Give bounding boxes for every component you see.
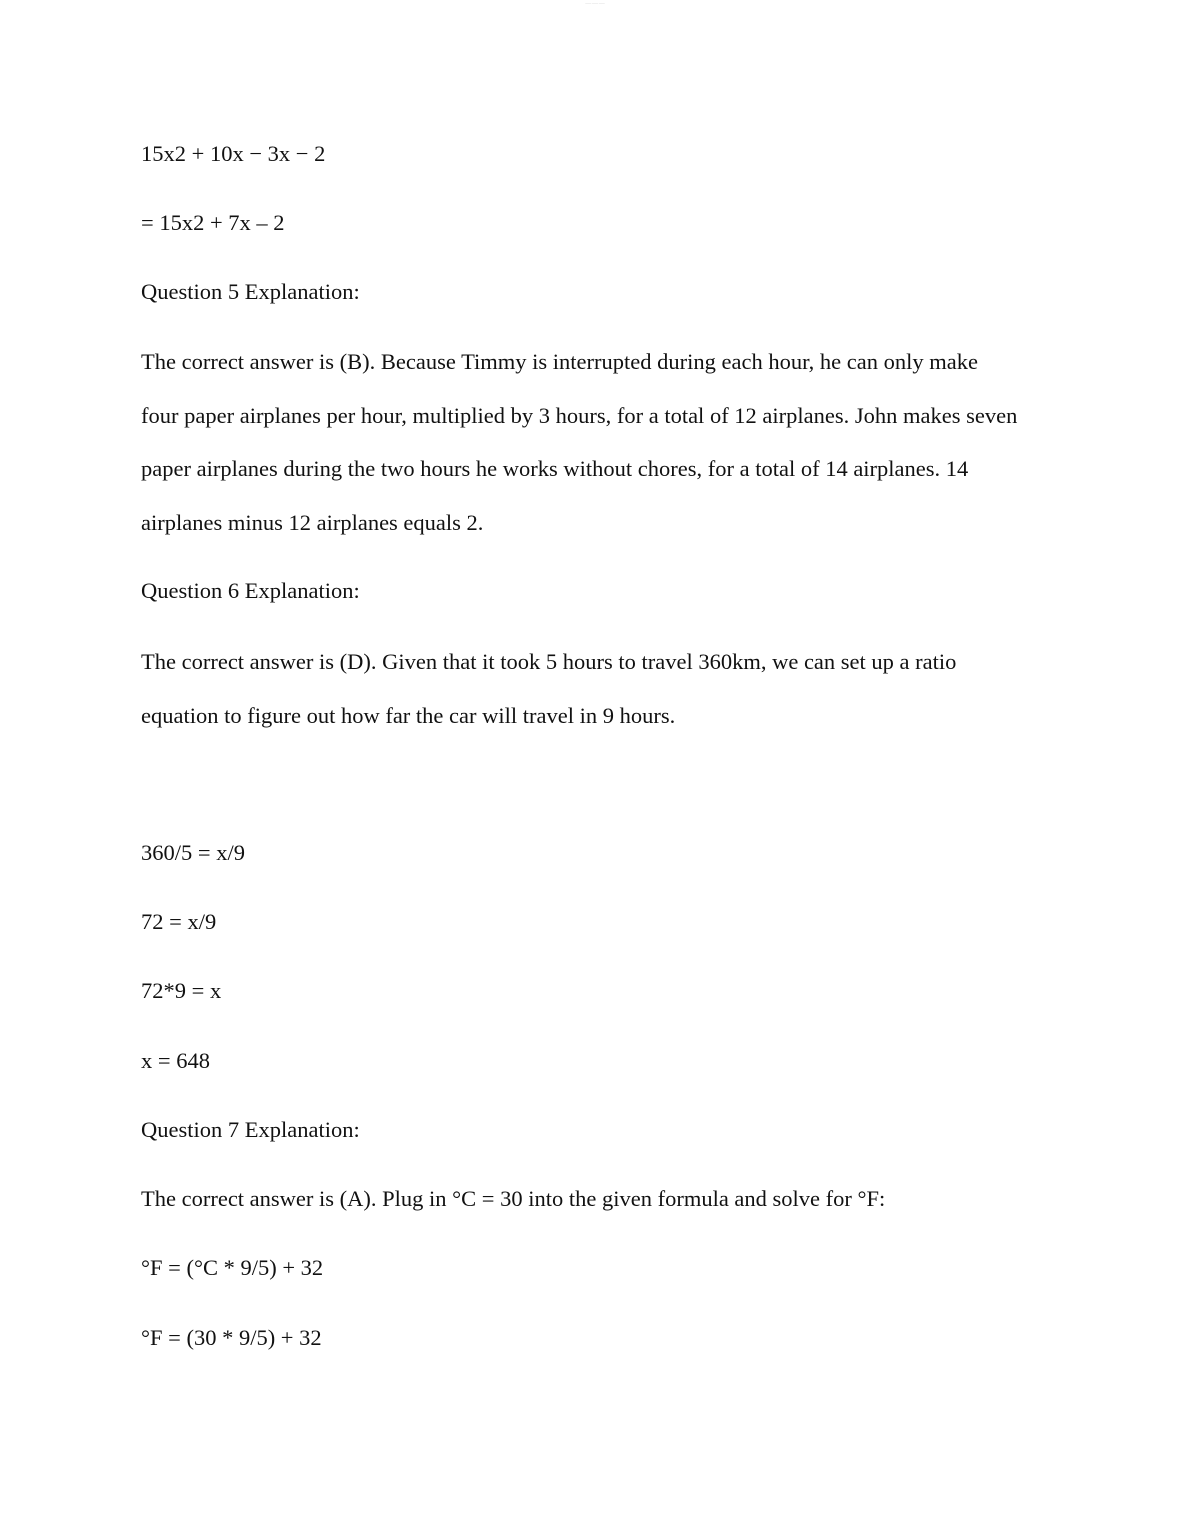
question-5-heading: Question 5 Explanation: [141,279,360,304]
equation-line-4: x = 648 [141,1048,210,1073]
equation-line-3: 72*9 = x [141,978,222,1003]
question-6-heading: Question 6 Explanation: [141,578,360,603]
formula-line-1: °F = (°C * 9/5) + 32 [141,1255,324,1280]
question-5-line: four paper airplanes per hour, multiplied by 3 hours, for a total of 12 airplanes. John makes seven [141,402,1018,428]
question-7-heading: Question 7 Explanation: [141,1117,360,1142]
expression-line-2: = 15x2 + 7x – 2 [141,210,285,235]
question-6-explanation [141,635,1056,742]
question-5-line: paper airplanes during the two hours he works without chores, for a total of 14 airplanes. 14 [141,456,969,481]
question-5-line: airplanes minus 12 airplanes equals 2. [141,509,484,535]
equation-line-2: 72 = x/9 [141,909,217,934]
expression-line-1: 15x2 + 10x − 3x − 2 [141,141,326,166]
question-6-line: equation to figure out how far the car will travel in 9 hours. [141,702,676,728]
question-7-explanation: The correct answer is (A). Plug in °C = 30 into the given formula and solve for °F: [141,1186,886,1211]
header-mark: —— —— —— [585,1,605,5]
formula-line-2: °F = (30 * 9/5) + 32 [141,1325,322,1350]
question-5-explanation [141,335,1056,549]
equation-line-1: 360/5 = x/9 [141,840,245,865]
question-5-line: The correct answer is (B). Because Timmy is interrupted during each hour, he can only make [141,349,978,374]
question-6-line: The correct answer is (D). Given that it took 5 hours to travel 360km, we can set up a ratio [141,649,957,674]
